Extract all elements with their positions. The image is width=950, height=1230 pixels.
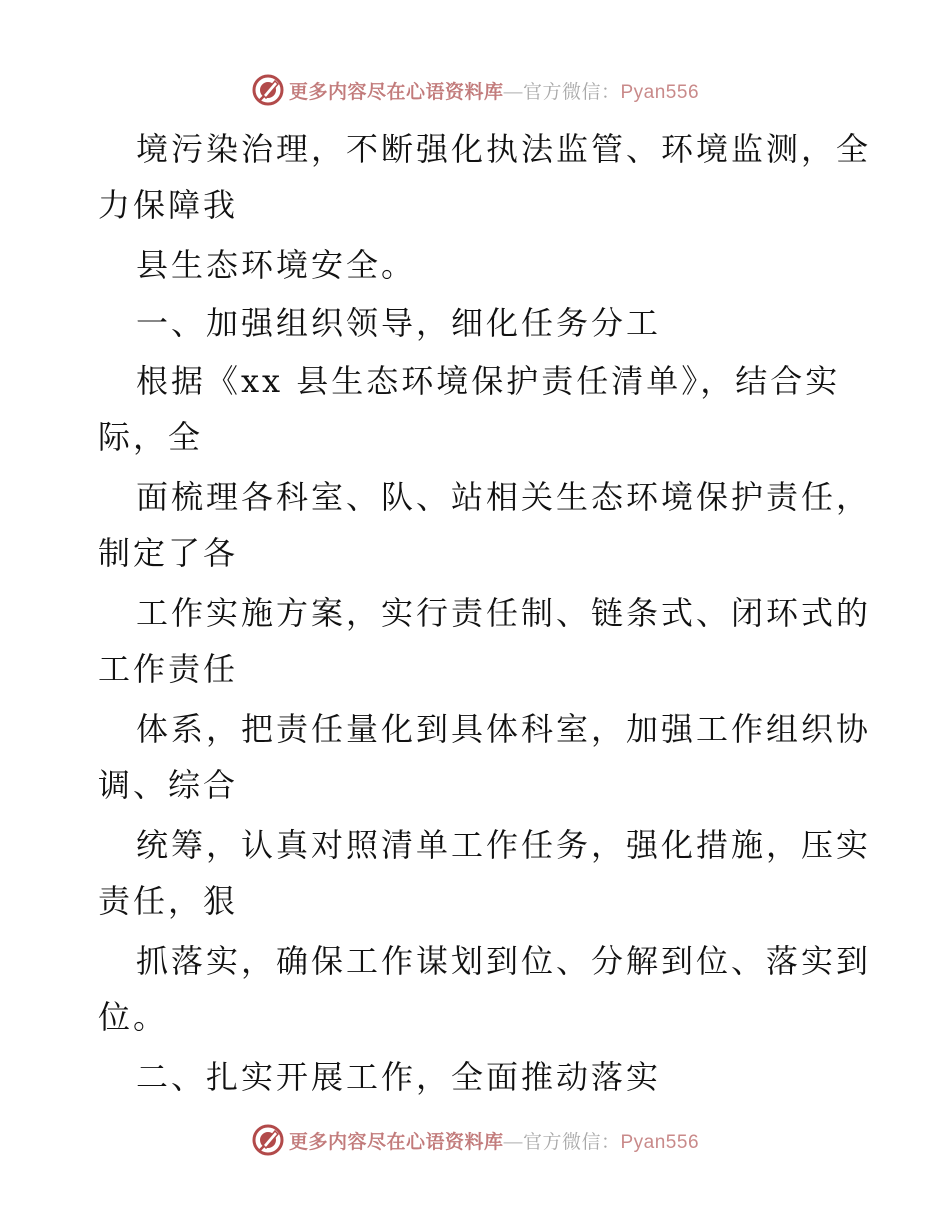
text-line: 位。: [98, 998, 169, 1036]
text-line: 统筹，认真对照清单工作任务，强化措施，压实: [136, 826, 872, 864]
text-line: 县生态环境安全。: [136, 246, 417, 284]
pen-seal-logo-icon: [251, 73, 285, 107]
text-line: 际，全: [98, 418, 204, 456]
text-line: 境污染治理，不断强化执法监管、环境监测，全: [136, 130, 872, 168]
text-line: 力保障我: [98, 186, 239, 224]
text-line: 抓落实，确保工作谋划到位、分解到位、落实到: [136, 942, 872, 980]
watermark-brand: 更多内容尽在心语资料库: [288, 81, 504, 103]
pen-seal-logo-icon: [251, 1123, 285, 1157]
section-heading: 二、扎实开展工作，全面推动落实: [136, 1058, 662, 1096]
watermark-separator: —: [503, 1131, 523, 1153]
text-line: 根据《xx 县生态环境保护责任清单》，结合实: [136, 362, 841, 400]
footer-watermark: [0, 1120, 950, 1160]
watermark-official-label: 官方微信：: [522, 81, 621, 103]
watermark-wechat-id: Pyan556: [620, 1131, 700, 1153]
watermark-wechat-id: Pyan556: [620, 81, 700, 103]
section-heading: 一、加强组织领导，细化任务分工: [136, 304, 662, 342]
watermark-text: [289, 1127, 699, 1154]
text-line: 调、综合: [98, 766, 239, 804]
text-line: 工作实施方案，实行责任制、链条式、闭环式的: [136, 594, 872, 632]
watermark-official-label: 官方微信：: [522, 1131, 621, 1153]
text-line: 面梳理各科室、队、站相关生态环境保护责任，: [136, 478, 872, 516]
watermark-text: [289, 77, 699, 104]
text-line: 体系，把责任量化到具体科室，加强工作组织协: [136, 710, 872, 748]
watermark-separator: —: [503, 81, 523, 103]
text-line: 工作责任: [98, 650, 239, 688]
header-watermark: [0, 70, 950, 110]
text-line: 责任，狠: [98, 882, 239, 920]
text-line: 制定了各: [98, 534, 239, 572]
watermark-brand: 更多内容尽在心语资料库: [288, 1131, 504, 1153]
